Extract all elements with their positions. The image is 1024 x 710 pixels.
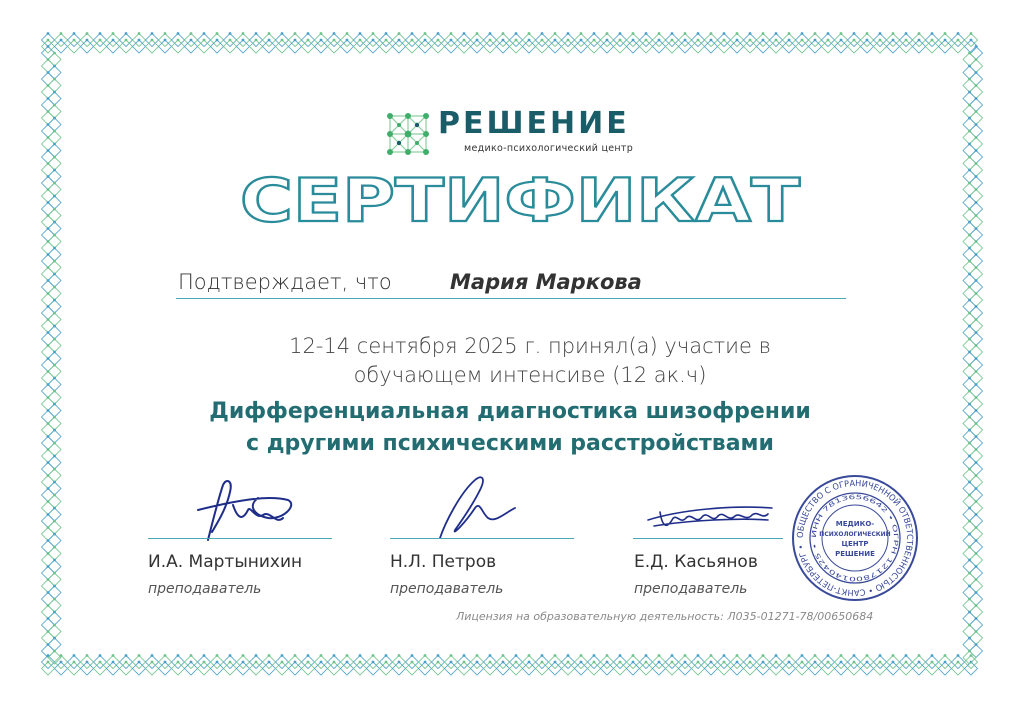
signatory-name: И.А. Мартынихин <box>148 552 303 572</box>
signature-1 <box>178 470 308 545</box>
stamp-center-line: ПСИХОЛОГИЧЕСКИЙ <box>819 531 891 538</box>
signatory-role: преподаватель <box>148 581 262 597</box>
recipient-underline <box>176 298 846 299</box>
stamp-center-line: РЕШЕНИЕ <box>835 550 875 558</box>
confirm-label: Подтверждает, что <box>178 270 392 294</box>
signature-line-1 <box>148 538 332 539</box>
stamp-outer-text: ОБЩЕСТВО С ОГРАНИЧЕННОЙ ОТВЕТСТВЕННОСТЬЮ • САНКТ-ПЕТЕРБУРГ • <box>795 478 915 598</box>
recipient-name: Мария Маркова <box>450 270 642 294</box>
participation-description <box>180 332 880 390</box>
stamp-center-line: ЦЕНТР <box>841 540 869 548</box>
signatory-role: преподаватель <box>634 581 748 597</box>
certificate-title <box>230 166 810 236</box>
signature-line-3 <box>633 538 783 539</box>
organization-stamp <box>790 473 920 603</box>
description-line: 12-14 сентября 2025 г. принял(а) участие в <box>289 334 771 358</box>
stamp-inner-text: ИНН 7813656642 • ОГРН 1217800140425 • <box>810 493 900 583</box>
brand-name: РЕШЕНИЕ <box>438 106 630 141</box>
signature-2 <box>440 477 515 538</box>
signatory-name: Н.Л. Петров <box>390 552 497 572</box>
certificate-title-text: СЕРТИФИКАТ <box>240 166 801 236</box>
course-title <box>150 396 870 460</box>
license-text: Лицензия на образовательную деятельность: Л035-01271-78/00650684 <box>456 610 874 623</box>
network-logo-icon <box>386 112 430 156</box>
course-title-line: Дифференциальная диагностика шизофрении <box>209 399 811 424</box>
signatory-name: Е.Д. Касьянов <box>634 552 758 572</box>
brand-subtitle: медико-психологический центр <box>464 143 634 154</box>
signature-line-2 <box>390 538 574 539</box>
brand-logo <box>386 106 646 160</box>
signature-3 <box>648 507 772 526</box>
course-title-line: с другими психическими расстройствами <box>246 431 774 456</box>
description-line: обучающем интенсиве (12 ак.ч) <box>353 363 707 387</box>
stamp-center-line: МЕДИКО- <box>835 520 875 528</box>
signatory-role: преподаватель <box>390 581 504 597</box>
